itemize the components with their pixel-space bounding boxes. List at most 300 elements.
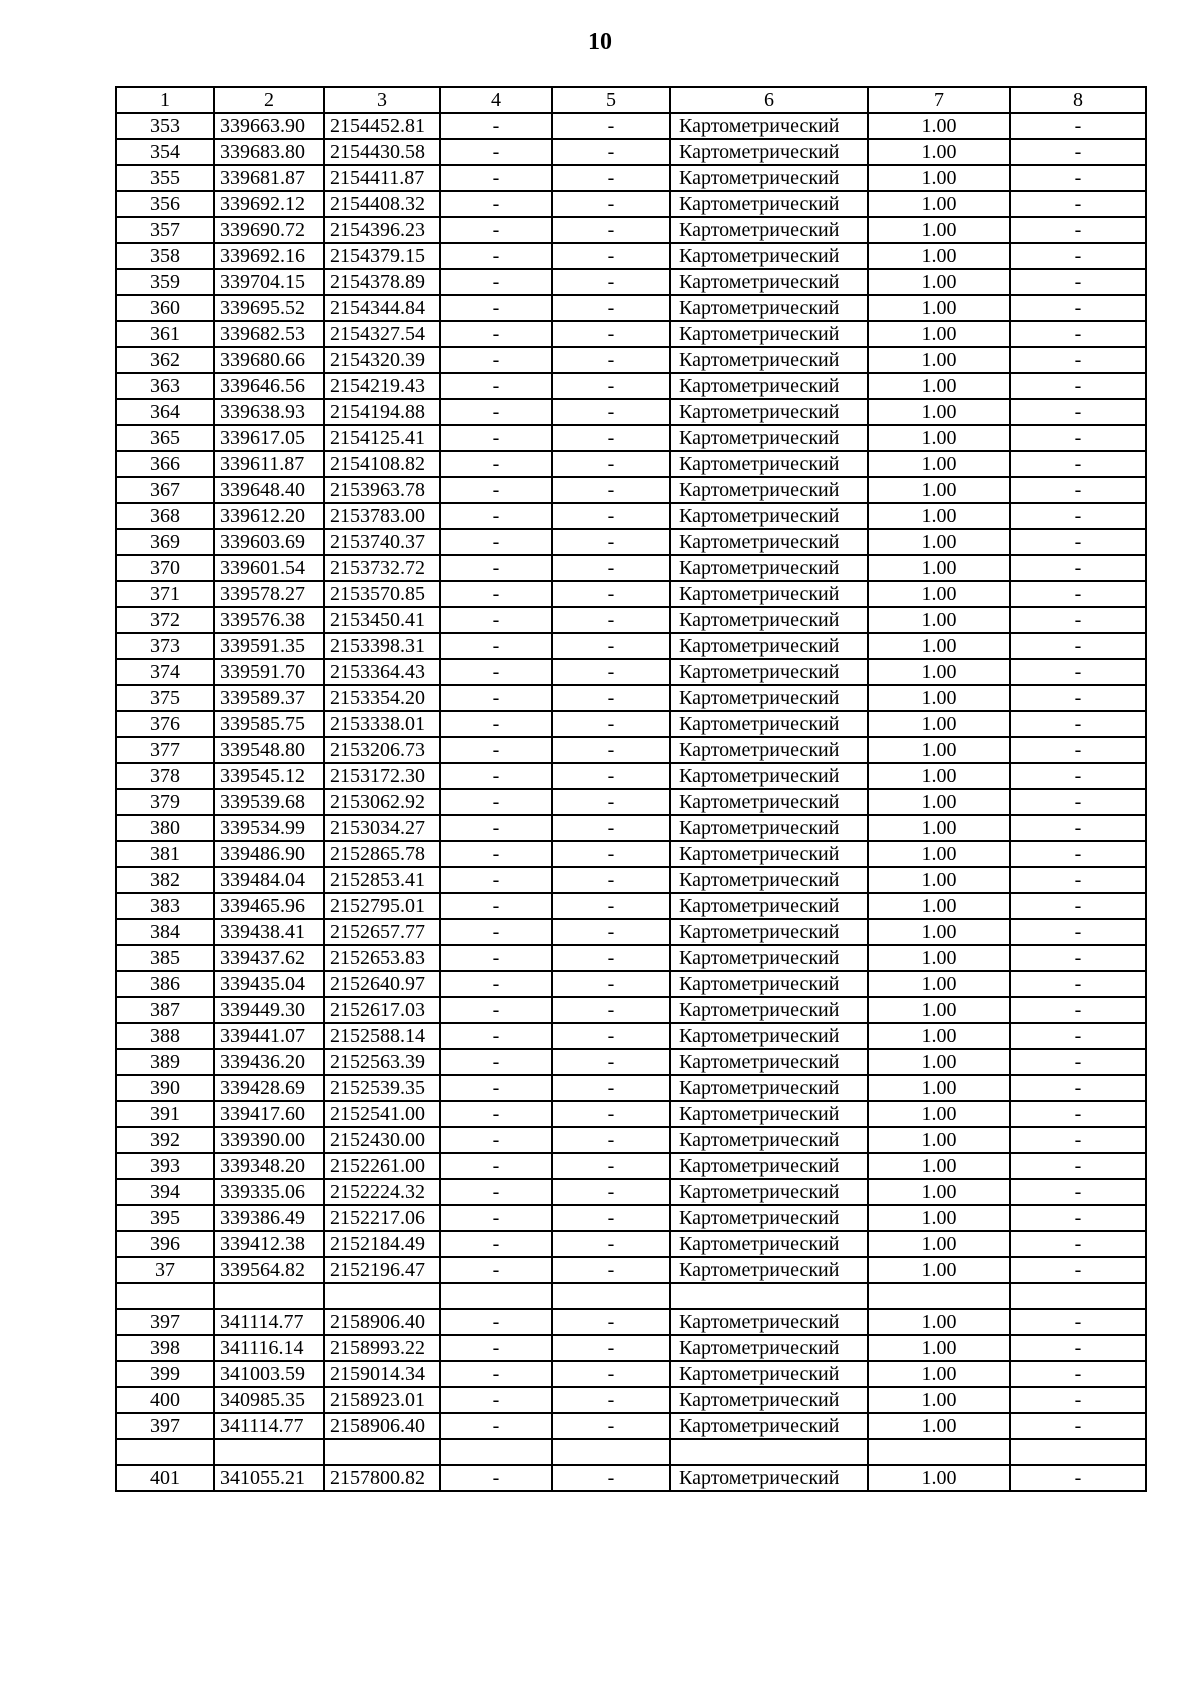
accuracy-cell: 1.00 <box>868 581 1010 607</box>
point-number-cell: 363 <box>116 373 214 399</box>
y-coordinate-cell: 2152657.77 <box>324 919 440 945</box>
x-coordinate-cell: 339348.20 <box>214 1153 324 1179</box>
column-8-cell: - <box>1010 1309 1146 1335</box>
column-4-cell: - <box>440 373 552 399</box>
accuracy-cell: 1.00 <box>868 425 1010 451</box>
accuracy-cell: 1.00 <box>868 555 1010 581</box>
column-4-cell: - <box>440 399 552 425</box>
table-row <box>116 217 1146 243</box>
method-cell: Картометрический <box>670 1231 868 1257</box>
point-number-cell: 369 <box>116 529 214 555</box>
column-4-cell: - <box>440 581 552 607</box>
column-4-cell: - <box>440 841 552 867</box>
column-4-cell: - <box>440 347 552 373</box>
table-row <box>116 1179 1146 1205</box>
column-4-cell: - <box>440 1127 552 1153</box>
point-number-cell: 387 <box>116 997 214 1023</box>
table-row <box>116 607 1146 633</box>
column-8-cell: - <box>1010 165 1146 191</box>
y-coordinate-cell: 2154378.89 <box>324 269 440 295</box>
column-4-cell: - <box>440 1231 552 1257</box>
accuracy-cell: 1.00 <box>868 1413 1010 1439</box>
method-cell: Картометрический <box>670 1309 868 1335</box>
column-4-cell <box>440 1439 552 1465</box>
method-cell: Картометрический <box>670 503 868 529</box>
table-row <box>116 1335 1146 1361</box>
table-row <box>116 841 1146 867</box>
column-8-cell: - <box>1010 243 1146 269</box>
column-5-cell: - <box>552 737 670 763</box>
x-coordinate-cell: 339435.04 <box>214 971 324 997</box>
x-coordinate-cell: 339534.99 <box>214 815 324 841</box>
table-row <box>116 1231 1146 1257</box>
column-5-cell: - <box>552 1153 670 1179</box>
column-4-cell: - <box>440 633 552 659</box>
method-cell: Картометрический <box>670 893 868 919</box>
point-number-cell: 392 <box>116 1127 214 1153</box>
method-cell: Картометрический <box>670 633 868 659</box>
table-row <box>116 1465 1146 1491</box>
column-5-cell: - <box>552 295 670 321</box>
point-number-cell: 372 <box>116 607 214 633</box>
y-coordinate-cell: 2153062.92 <box>324 789 440 815</box>
column-8-cell: - <box>1010 347 1146 373</box>
column-8-cell: - <box>1010 971 1146 997</box>
column-8-cell: - <box>1010 1179 1146 1205</box>
y-coordinate-cell: 2152617.03 <box>324 997 440 1023</box>
point-number-cell: 378 <box>116 763 214 789</box>
method-cell: Картометрический <box>670 555 868 581</box>
x-coordinate-cell: 339564.82 <box>214 1257 324 1283</box>
y-coordinate-cell: 2153570.85 <box>324 581 440 607</box>
y-coordinate-cell: 2152588.14 <box>324 1023 440 1049</box>
column-8-cell: - <box>1010 451 1146 477</box>
column-8-cell: - <box>1010 529 1146 555</box>
column-5-cell: - <box>552 399 670 425</box>
column-5-cell: - <box>552 1231 670 1257</box>
table-row <box>116 1049 1146 1075</box>
table-row <box>116 243 1146 269</box>
column-8-cell <box>1010 1439 1146 1465</box>
x-coordinate-cell: 339417.60 <box>214 1101 324 1127</box>
x-coordinate-cell: 339591.35 <box>214 633 324 659</box>
column-5-cell: - <box>552 893 670 919</box>
table-row <box>116 1257 1146 1283</box>
point-number-cell: 355 <box>116 165 214 191</box>
method-cell: Картометрический <box>670 1205 868 1231</box>
y-coordinate-cell: 2152217.06 <box>324 1205 440 1231</box>
y-coordinate-cell: 2153206.73 <box>324 737 440 763</box>
column-4-cell: - <box>440 555 552 581</box>
x-coordinate-cell: 341114.77 <box>214 1309 324 1335</box>
column-4-cell: - <box>440 1049 552 1075</box>
point-number-cell: 354 <box>116 139 214 165</box>
column-8-cell: - <box>1010 477 1146 503</box>
method-cell <box>670 1283 868 1309</box>
x-coordinate-cell: 339441.07 <box>214 1023 324 1049</box>
point-number-cell: 395 <box>116 1205 214 1231</box>
column-4-cell: - <box>440 1309 552 1335</box>
point-number-cell: 394 <box>116 1179 214 1205</box>
method-cell: Картометрический <box>670 737 868 763</box>
method-cell: Картометрический <box>670 1153 868 1179</box>
y-coordinate-cell: 2152795.01 <box>324 893 440 919</box>
point-number-cell: 391 <box>116 1101 214 1127</box>
column-8-cell: - <box>1010 789 1146 815</box>
method-cell: Картометрический <box>670 1361 868 1387</box>
accuracy-cell: 1.00 <box>868 295 1010 321</box>
y-coordinate-cell: 2154108.82 <box>324 451 440 477</box>
column-8-cell: - <box>1010 737 1146 763</box>
x-coordinate-cell: 339386.49 <box>214 1205 324 1231</box>
column-4-cell: - <box>440 607 552 633</box>
column-4-cell: - <box>440 1023 552 1049</box>
column-header-8: 8 <box>1010 87 1146 113</box>
y-coordinate-cell: 2158906.40 <box>324 1413 440 1439</box>
point-number-cell: 370 <box>116 555 214 581</box>
x-coordinate-cell: 339663.90 <box>214 113 324 139</box>
point-number-cell: 400 <box>116 1387 214 1413</box>
column-4-cell: - <box>440 269 552 295</box>
column-4-cell: - <box>440 165 552 191</box>
x-coordinate-cell: 339484.04 <box>214 867 324 893</box>
column-header-7: 7 <box>868 87 1010 113</box>
x-coordinate-cell: 339412.38 <box>214 1231 324 1257</box>
y-coordinate-cell: 2154320.39 <box>324 347 440 373</box>
x-coordinate-cell <box>214 1283 324 1309</box>
column-4-cell: - <box>440 295 552 321</box>
accuracy-cell: 1.00 <box>868 763 1010 789</box>
x-coordinate-cell: 339603.69 <box>214 529 324 555</box>
column-8-cell: - <box>1010 425 1146 451</box>
column-5-cell: - <box>552 815 670 841</box>
column-4-cell: - <box>440 1101 552 1127</box>
accuracy-cell: 1.00 <box>868 1075 1010 1101</box>
accuracy-cell: 1.00 <box>868 347 1010 373</box>
method-cell: Картометрический <box>670 113 868 139</box>
table-row <box>116 451 1146 477</box>
y-coordinate-cell: 2152430.00 <box>324 1127 440 1153</box>
method-cell: Картометрический <box>670 581 868 607</box>
table-row <box>116 347 1146 373</box>
table-row <box>116 425 1146 451</box>
point-number-cell: 359 <box>116 269 214 295</box>
accuracy-cell: 1.00 <box>868 139 1010 165</box>
table-row <box>116 1127 1146 1153</box>
column-5-cell: - <box>552 1335 670 1361</box>
point-number-cell: 358 <box>116 243 214 269</box>
x-coordinate-cell: 339683.80 <box>214 139 324 165</box>
column-5-cell: - <box>552 633 670 659</box>
table-body <box>116 113 1146 1491</box>
column-5-cell: - <box>552 1101 670 1127</box>
point-number-cell: 384 <box>116 919 214 945</box>
column-8-cell: - <box>1010 607 1146 633</box>
x-coordinate-cell: 339539.68 <box>214 789 324 815</box>
y-coordinate-cell: 2153338.01 <box>324 711 440 737</box>
y-coordinate-cell: 2153354.20 <box>324 685 440 711</box>
y-coordinate-cell: 2152261.00 <box>324 1153 440 1179</box>
y-coordinate-cell: 2158906.40 <box>324 1309 440 1335</box>
y-coordinate-cell: 2154125.41 <box>324 425 440 451</box>
column-8-cell: - <box>1010 945 1146 971</box>
y-coordinate-cell: 2153172.30 <box>324 763 440 789</box>
accuracy-cell: 1.00 <box>868 919 1010 945</box>
table-row <box>116 971 1146 997</box>
column-8-cell: - <box>1010 867 1146 893</box>
y-coordinate-cell: 2152563.39 <box>324 1049 440 1075</box>
column-4-cell: - <box>440 789 552 815</box>
column-5-cell: - <box>552 711 670 737</box>
accuracy-cell: 1.00 <box>868 867 1010 893</box>
table-row <box>116 1439 1146 1465</box>
method-cell: Картометрический <box>670 373 868 399</box>
point-number-cell: 366 <box>116 451 214 477</box>
column-4-cell: - <box>440 1153 552 1179</box>
point-number-cell: 390 <box>116 1075 214 1101</box>
column-5-cell: - <box>552 165 670 191</box>
point-number-cell: 373 <box>116 633 214 659</box>
column-5-cell: - <box>552 113 670 139</box>
column-8-cell: - <box>1010 711 1146 737</box>
x-coordinate-cell: 339690.72 <box>214 217 324 243</box>
accuracy-cell: 1.00 <box>868 217 1010 243</box>
method-cell: Картометрический <box>670 477 868 503</box>
accuracy-cell: 1.00 <box>868 451 1010 477</box>
point-number-cell: 37 <box>116 1257 214 1283</box>
column-5-cell: - <box>552 1179 670 1205</box>
x-coordinate-cell: 339601.54 <box>214 555 324 581</box>
column-4-cell: - <box>440 1075 552 1101</box>
accuracy-cell: 1.00 <box>868 1101 1010 1127</box>
column-4-cell: - <box>440 113 552 139</box>
column-4-cell: - <box>440 217 552 243</box>
table-row <box>116 1413 1146 1439</box>
point-number-cell: 386 <box>116 971 214 997</box>
column-5-cell: - <box>552 1257 670 1283</box>
table-row <box>116 165 1146 191</box>
point-number-cell: 389 <box>116 1049 214 1075</box>
column-8-cell: - <box>1010 1101 1146 1127</box>
accuracy-cell: 1.00 <box>868 373 1010 399</box>
y-coordinate-cell: 2152224.32 <box>324 1179 440 1205</box>
x-coordinate-cell: 340985.35 <box>214 1387 324 1413</box>
accuracy-cell: 1.00 <box>868 659 1010 685</box>
accuracy-cell: 1.00 <box>868 737 1010 763</box>
column-4-cell: - <box>440 1205 552 1231</box>
method-cell: Картометрический <box>670 1023 868 1049</box>
column-5-cell: - <box>552 971 670 997</box>
column-header-5: 5 <box>552 87 670 113</box>
y-coordinate-cell: 2153450.41 <box>324 607 440 633</box>
x-coordinate-cell: 339692.16 <box>214 243 324 269</box>
table-row <box>116 1283 1146 1309</box>
column-8-cell: - <box>1010 1023 1146 1049</box>
accuracy-cell: 1.00 <box>868 1465 1010 1491</box>
point-number-cell: 367 <box>116 477 214 503</box>
x-coordinate-cell: 341116.14 <box>214 1335 324 1361</box>
column-4-cell: - <box>440 763 552 789</box>
coordinates-table <box>115 86 1147 1492</box>
column-5-cell: - <box>552 945 670 971</box>
column-header-1: 1 <box>116 87 214 113</box>
column-8-cell: - <box>1010 1335 1146 1361</box>
y-coordinate-cell: 2154396.23 <box>324 217 440 243</box>
y-coordinate-cell: 2154408.32 <box>324 191 440 217</box>
column-4-cell: - <box>440 1465 552 1491</box>
table-row <box>116 1101 1146 1127</box>
column-5-cell: - <box>552 555 670 581</box>
y-coordinate-cell: 2153034.27 <box>324 815 440 841</box>
point-number-cell: 398 <box>116 1335 214 1361</box>
y-coordinate-cell: 2158993.22 <box>324 1335 440 1361</box>
point-number-cell: 360 <box>116 295 214 321</box>
accuracy-cell: 1.00 <box>868 711 1010 737</box>
method-cell: Картометрический <box>670 217 868 243</box>
accuracy-cell: 1.00 <box>868 243 1010 269</box>
method-cell: Картометрический <box>670 607 868 633</box>
method-cell: Картометрический <box>670 399 868 425</box>
column-5-cell: - <box>552 1023 670 1049</box>
accuracy-cell: 1.00 <box>868 841 1010 867</box>
accuracy-cell: 1.00 <box>868 399 1010 425</box>
column-4-cell: - <box>440 815 552 841</box>
accuracy-cell: 1.00 <box>868 971 1010 997</box>
y-coordinate-cell: 2159014.34 <box>324 1361 440 1387</box>
x-coordinate-cell: 339681.87 <box>214 165 324 191</box>
point-number-cell: 376 <box>116 711 214 737</box>
column-5-cell: - <box>552 685 670 711</box>
accuracy-cell: 1.00 <box>868 321 1010 347</box>
point-number-cell: 364 <box>116 399 214 425</box>
table-row <box>116 815 1146 841</box>
column-5-cell: - <box>552 1309 670 1335</box>
point-number-cell: 357 <box>116 217 214 243</box>
column-8-cell: - <box>1010 1127 1146 1153</box>
x-coordinate-cell: 339682.53 <box>214 321 324 347</box>
column-8-cell: - <box>1010 191 1146 217</box>
point-number-cell: 362 <box>116 347 214 373</box>
point-number-cell: 371 <box>116 581 214 607</box>
column-4-cell: - <box>440 737 552 763</box>
table-row <box>116 113 1146 139</box>
column-4-cell: - <box>440 1335 552 1361</box>
table-row <box>116 1309 1146 1335</box>
method-cell: Картометрический <box>670 763 868 789</box>
table-row <box>116 191 1146 217</box>
accuracy-cell: 1.00 <box>868 529 1010 555</box>
x-coordinate-cell: 341055.21 <box>214 1465 324 1491</box>
column-8-cell: - <box>1010 321 1146 347</box>
table-row <box>116 919 1146 945</box>
x-coordinate-cell: 339438.41 <box>214 919 324 945</box>
column-header-6: 6 <box>670 87 868 113</box>
column-4-cell: - <box>440 867 552 893</box>
point-number-cell <box>116 1283 214 1309</box>
column-8-cell: - <box>1010 815 1146 841</box>
column-8-cell: - <box>1010 919 1146 945</box>
table-row <box>116 1023 1146 1049</box>
x-coordinate-cell <box>214 1439 324 1465</box>
column-5-cell: - <box>552 659 670 685</box>
method-cell: Картометрический <box>670 685 868 711</box>
table-row <box>116 685 1146 711</box>
table-row <box>116 737 1146 763</box>
table-row <box>116 581 1146 607</box>
column-5-cell: - <box>552 997 670 1023</box>
table-row <box>116 295 1146 321</box>
method-cell: Картометрический <box>670 425 868 451</box>
column-5-cell: - <box>552 477 670 503</box>
table-row <box>116 139 1146 165</box>
column-header-3: 3 <box>324 87 440 113</box>
column-4-cell: - <box>440 477 552 503</box>
y-coordinate-cell: 2153364.43 <box>324 659 440 685</box>
column-5-cell: - <box>552 1127 670 1153</box>
y-coordinate-cell: 2152539.35 <box>324 1075 440 1101</box>
y-coordinate-cell: 2154430.58 <box>324 139 440 165</box>
x-coordinate-cell: 339589.37 <box>214 685 324 711</box>
column-5-cell: - <box>552 243 670 269</box>
column-5-cell: - <box>552 1465 670 1491</box>
column-8-cell: - <box>1010 503 1146 529</box>
column-5-cell: - <box>552 919 670 945</box>
y-coordinate-cell: 2154452.81 <box>324 113 440 139</box>
point-number-cell: 401 <box>116 1465 214 1491</box>
table-row <box>116 555 1146 581</box>
point-number-cell: 388 <box>116 1023 214 1049</box>
x-coordinate-cell: 341114.77 <box>214 1413 324 1439</box>
column-8-cell: - <box>1010 217 1146 243</box>
method-cell: Картометрический <box>670 347 868 373</box>
method-cell: Картометрический <box>670 1179 868 1205</box>
accuracy-cell: 1.00 <box>868 945 1010 971</box>
accuracy-cell: 1.00 <box>868 815 1010 841</box>
column-4-cell: - <box>440 945 552 971</box>
column-8-cell: - <box>1010 1361 1146 1387</box>
column-8-cell: - <box>1010 139 1146 165</box>
method-cell: Картометрический <box>670 451 868 477</box>
column-4-cell: - <box>440 243 552 269</box>
table-row <box>116 477 1146 503</box>
column-8-cell: - <box>1010 1153 1146 1179</box>
accuracy-cell: 1.00 <box>868 1023 1010 1049</box>
column-5-cell: - <box>552 867 670 893</box>
accuracy-cell: 1.00 <box>868 1387 1010 1413</box>
accuracy-cell: 1.00 <box>868 191 1010 217</box>
table-row <box>116 399 1146 425</box>
column-5-cell: - <box>552 373 670 399</box>
table-row <box>116 1075 1146 1101</box>
point-number-cell: 356 <box>116 191 214 217</box>
column-5-cell: - <box>552 217 670 243</box>
x-coordinate-cell: 339390.00 <box>214 1127 324 1153</box>
point-number-cell <box>116 1439 214 1465</box>
column-8-cell: - <box>1010 1387 1146 1413</box>
x-coordinate-cell: 339576.38 <box>214 607 324 633</box>
column-5-cell: - <box>552 191 670 217</box>
accuracy-cell: 1.00 <box>868 1153 1010 1179</box>
x-coordinate-cell: 339449.30 <box>214 997 324 1023</box>
method-cell <box>670 1439 868 1465</box>
accuracy-cell: 1.00 <box>868 1179 1010 1205</box>
accuracy-cell: 1.00 <box>868 503 1010 529</box>
method-cell: Картометрический <box>670 243 868 269</box>
method-cell: Картометрический <box>670 529 868 555</box>
column-4-cell: - <box>440 1361 552 1387</box>
column-4-cell: - <box>440 1179 552 1205</box>
accuracy-cell: 1.00 <box>868 1231 1010 1257</box>
